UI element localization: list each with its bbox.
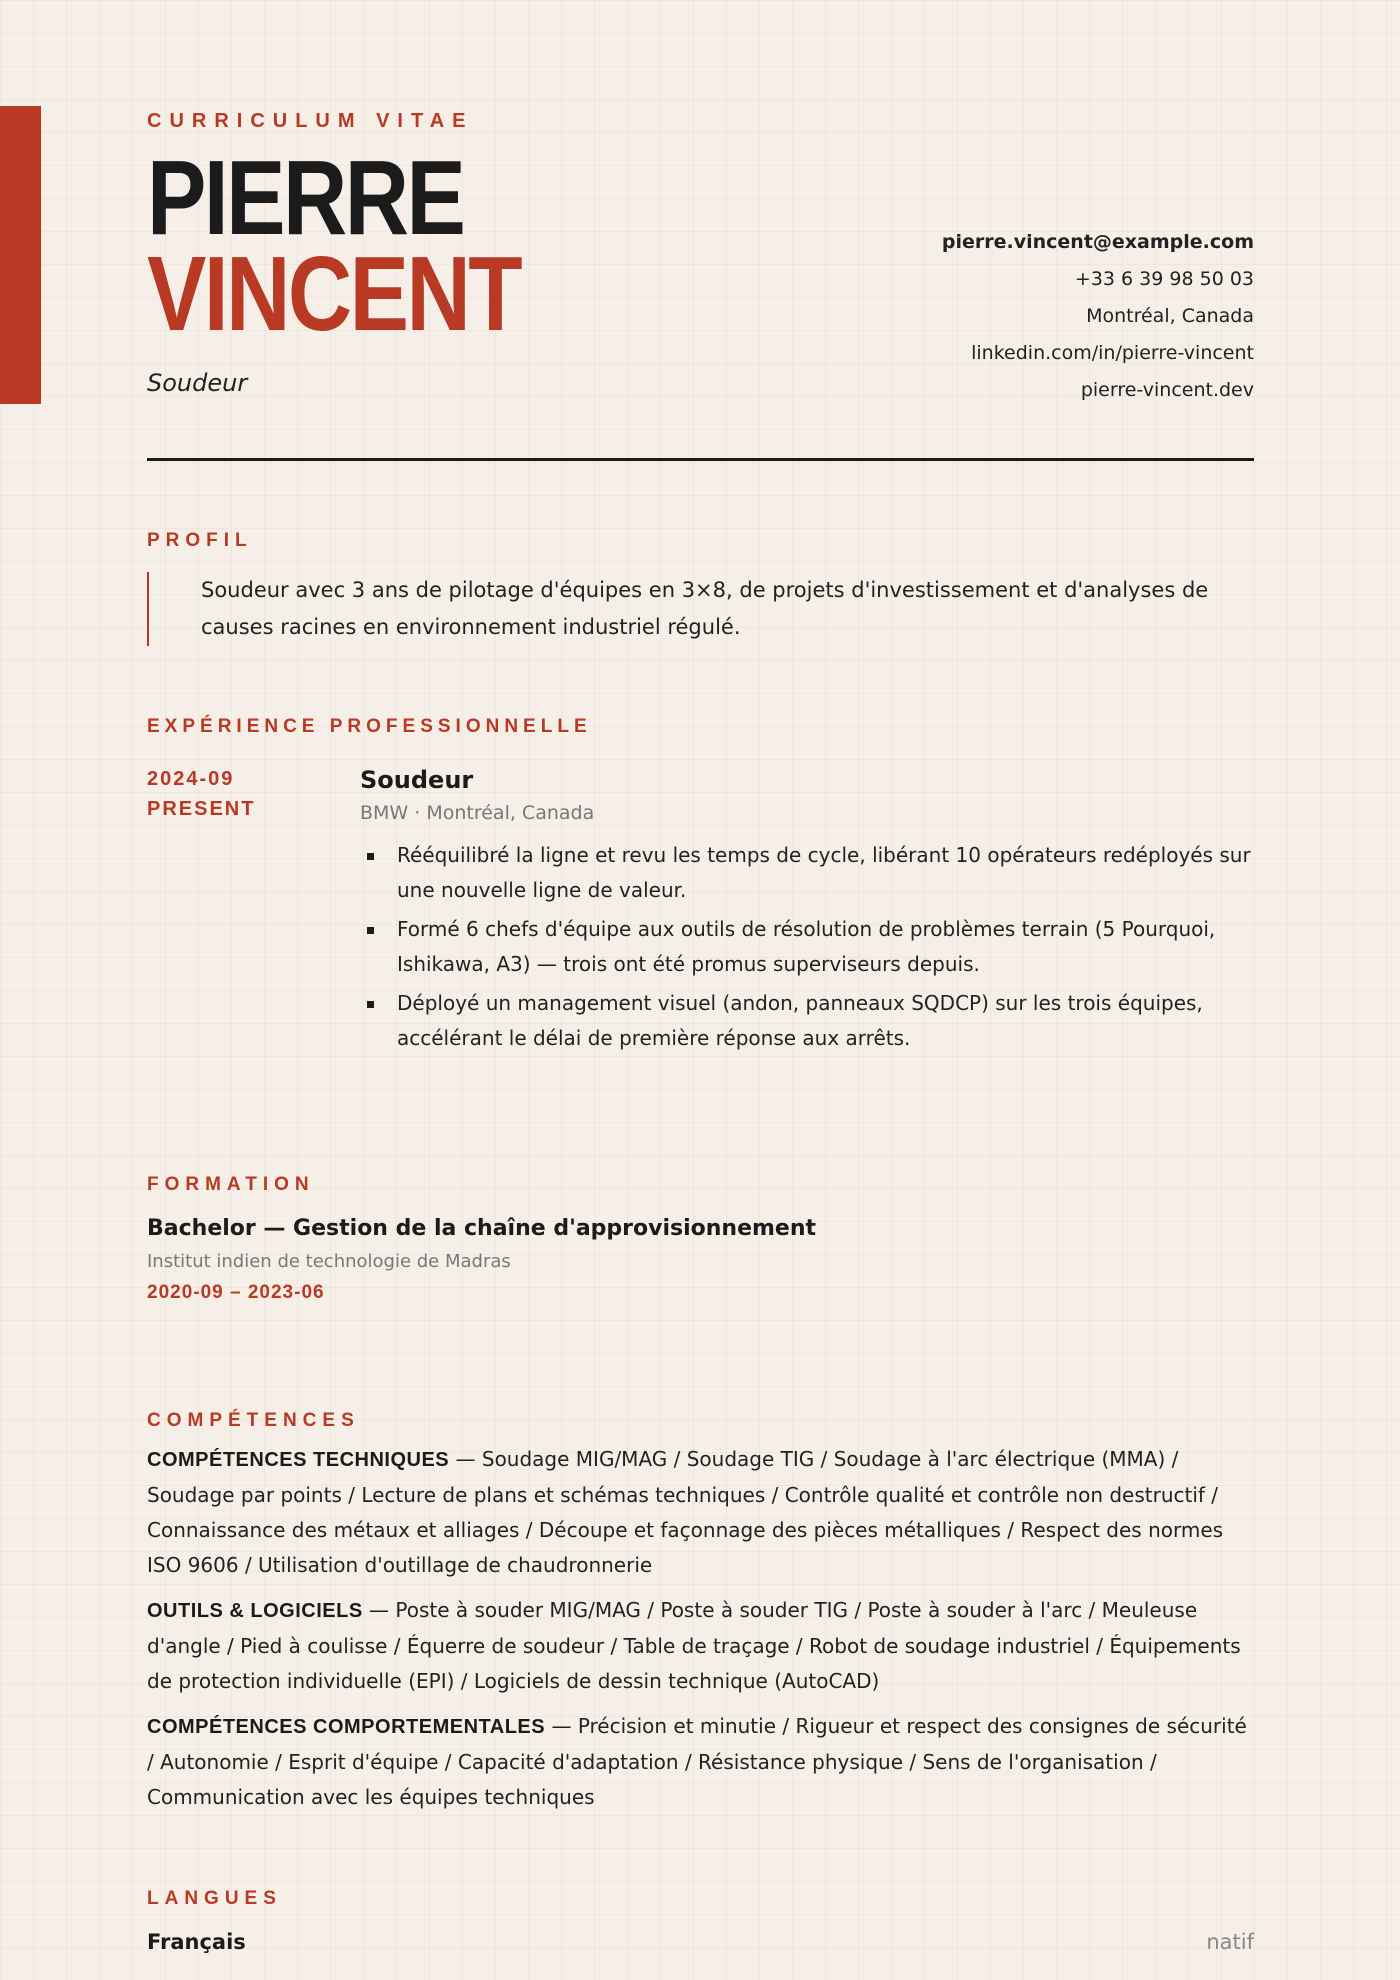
resume-page	[147, 0, 1254, 1954]
education-dates: 2020-09 – 2023-06	[147, 1282, 325, 1303]
header-divider	[147, 458, 1254, 461]
contact-location: Montréal, Canada	[1086, 305, 1254, 327]
job-title: Soudeur	[147, 369, 248, 397]
education-degree: Bachelor — Gestion de la chaîne d'approvisionnement	[147, 1216, 817, 1241]
profile-heading: PROFIL	[147, 530, 253, 551]
skill-group-items: Précision et minutie / Rigueur et respect des consignes de sécurité / Autonomie / Esprit d'équipe / Capacité d'adaptation / Résistance physique / Sens de l'organisation / Communication avec les équipes techniques	[147, 1714, 1247, 1809]
candidate-name	[147, 139, 521, 353]
cv-label: CURRICULUM VITAE	[147, 110, 474, 132]
accent-bar	[0, 106, 41, 404]
contact-linkedin[interactable]: linkedin.com/in/pierre-vincent	[971, 342, 1254, 364]
skill-group-items: Soudage MIG/MAG / Soudage TIG / Soudage à l'arc électrique (MMA) / Soudage par points / Lecture de plans et schémas techniques / Contrôle qualité et contrôle non destructif / Connaissance des métaux et alliages / Découpe et façonnage des pièces métalliques / Respect des normes ISO 9606 / Utilisation d'outillage de chaudronnerie	[147, 1447, 1224, 1577]
last-name: VINCENT	[147, 235, 521, 353]
language-row	[147, 1930, 1254, 1954]
experience-heading: EXPÉRIENCE PROFESSIONNELLE	[147, 716, 592, 737]
experience-item	[147, 764, 1254, 1056]
experience-section	[147, 716, 1254, 1060]
resume-header	[147, 0, 1254, 462]
experience-start: 2024-09	[147, 768, 235, 790]
skill-group-soft: COMPÉTENCES COMPORTEMENTALES — Précision et minutie / Rigueur et respect des consignes de sécurité / Autonomie / Esprit d'équipe / Capacité d'adaptation / Résistance physique / Sens de l'organisation / Communication avec les équipes techniques	[147, 1714, 1247, 1809]
skill-group-technical: COMPÉTENCES TECHNIQUES — Soudage MIG/MAG / Soudage TIG / Soudage à l'arc électrique (MMA) / Soudage par points / Lecture de plans et schémas techniques / Contrôle qualité et contrôle non destructif / Connaissance des métaux et alliages / Découpe et façonnage des pièces métalliques / Respect des normes ISO 9606 / Utilisation d'outillage de chaudronnerie	[147, 1447, 1224, 1577]
education-section	[147, 1174, 1254, 1304]
experience-bullet: Rééquilibré la ligne et revu les temps de cycle, libérant 10 opérateurs redéployés sur une nouvelle ligne de valeur.	[360, 838, 1254, 908]
profile-text: Soudeur avec 3 ans de pilotage d'équipes en 3×8, de projets d'investissement et d'analyses de causes racines en environnement industriel régulé.	[147, 572, 1254, 646]
skill-group-label: OUTILS & LOGICIELS	[147, 1600, 363, 1622]
skill-group-tools: OUTILS & LOGICIELS — Poste à souder MIG/MAG / Poste à souder TIG / Poste à souder à l'arc / Meuleuse d'angle / Pied à coulisse / Équerre de soudeur / Table de traçage / Robot de soudage industriel / Équipements de protection individuelle (EPI) / Logiciels de dessin technique (AutoCAD)	[147, 1598, 1241, 1693]
experience-end: PRESENT	[147, 798, 256, 820]
profile-section	[147, 530, 1254, 646]
experience-bullet: Déployé un management visuel (andon, panneaux SQDCP) sur les trois équipes, accélérant le délai de première réponse aux arrêts.	[360, 986, 1254, 1056]
skills-section	[147, 1410, 1254, 1815]
contact-block	[942, 224, 1254, 409]
languages-section	[147, 1888, 1254, 1954]
languages-heading: LANGUES	[147, 1888, 282, 1909]
experience-body	[360, 764, 1254, 1056]
experience-role: Soudeur	[360, 766, 474, 794]
contact-email[interactable]: pierre.vincent@example.com	[941, 231, 1254, 253]
contact-phone[interactable]: +33 6 39 98 50 03	[1074, 268, 1254, 290]
language-name: Français	[147, 1930, 246, 1954]
experience-bullet: Formé 6 chefs d'équipe aux outils de résolution de problèmes terrain (5 Pourquoi, Ishikawa, A3) — trois ont été promus superviseurs depuis.	[360, 912, 1254, 982]
skill-group-items: Poste à souder MIG/MAG / Poste à souder TIG / Poste à souder à l'arc / Meuleuse d'angle / Pied à coulisse / Équerre de soudeur / Table de traçage / Robot de soudage industriel / Équipements de protection individuelle (EPI) / Logiciels de dessin technique (AutoCAD)	[147, 1598, 1241, 1693]
contact-website[interactable]: pierre-vincent.dev	[1080, 379, 1254, 401]
experience-company: BMW · Montréal, Canada	[360, 802, 595, 824]
first-name: PIERRE	[147, 139, 464, 257]
experience-bullets	[360, 838, 1254, 1056]
skill-group-label: COMPÉTENCES COMPORTEMENTALES	[147, 1716, 546, 1738]
education-heading: FORMATION	[147, 1174, 315, 1195]
skills-heading: COMPÉTENCES	[147, 1410, 360, 1431]
language-level: natif	[1206, 1930, 1254, 1954]
education-school: Institut indien de technologie de Madras	[147, 1251, 511, 1272]
experience-dates	[147, 764, 255, 824]
skill-group-label: COMPÉTENCES TECHNIQUES	[147, 1449, 450, 1471]
